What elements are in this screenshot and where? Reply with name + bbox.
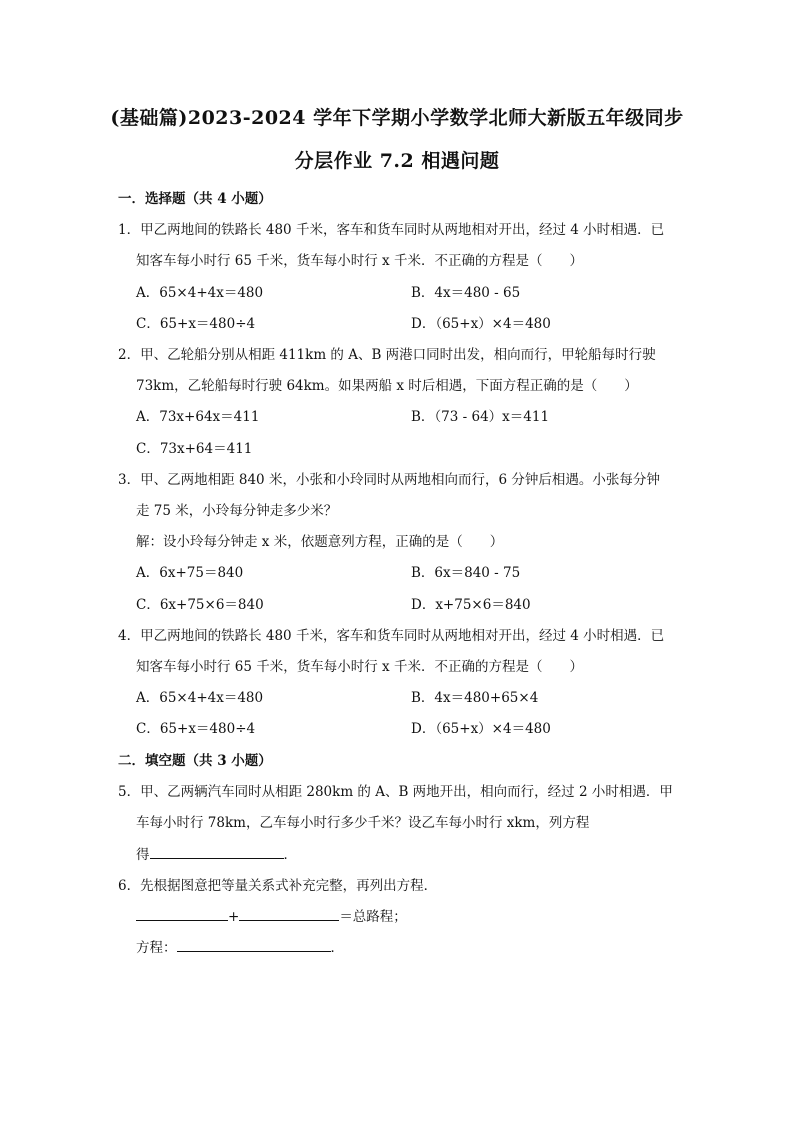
q6-equation-label: 方程：	[136, 940, 177, 956]
q6-equation-suffix: ．	[330, 940, 344, 956]
section-choice-heading: 一．选择题（共 4 小题）	[118, 191, 272, 207]
q5-answer-suffix: ．	[283, 847, 297, 863]
q3-option-b: B．6x＝840 - 75	[411, 565, 521, 581]
q1-option-a: A．65×4+4x＝480	[136, 285, 264, 301]
q4-option-d: D．（65+x）×4＝480	[411, 721, 551, 737]
q1-stem-line2: 知客车每小时行 65 千米，货车每小时行 x 千米．不正确的方程是（ ）	[136, 253, 583, 269]
q1-stem-line1: 1．甲乙两地间的铁路长 480 千米，客车和货车同时从两地相对开出，经过 4 小时相遇．已	[118, 222, 665, 238]
q3-option-a: A．6x+75＝840	[136, 565, 244, 581]
q6-plus-sign: +	[228, 909, 240, 925]
q3-solution-line: 解：设小玲每分钟走 x 米，依题意列方程，正确的是（ ）	[136, 534, 504, 550]
page-title: (基础篇)2023-2024 学年下学期小学数学北师大新版五年级同步	[110, 107, 684, 129]
q5-stem-line1: 5．甲、乙两辆汽车同时从相距 280km 的 A、B 两地开出，相向而行，经过 2 小时相遇．甲	[118, 784, 673, 800]
q2-option-c: C．73x+64＝411	[136, 441, 253, 457]
q6-stem-line1: 6．先根据图意把等量关系式补充完整，再列出方程．	[118, 878, 438, 894]
q5-stem-line2: 车每小时行 78km，乙车每小时行多少千米？设乙车每小时行 xkm，列方程	[136, 815, 590, 831]
q4-stem-line2: 知客车每小时行 65 千米，货车每小时行 x 千米．不正确的方程是（ ）	[136, 659, 583, 675]
q6-relation-line	[136, 905, 407, 925]
page-subtitle: 分层作业 7.2 相遇问题	[294, 150, 500, 172]
q3-option-c: C．6x+75×6＝840	[136, 597, 264, 613]
q1-option-c: C．65+x＝480÷4	[136, 316, 256, 332]
q4-option-a: A．65×4+4x＝480	[136, 690, 264, 706]
q2-option-b: B．（73 - 64）x＝411	[411, 409, 550, 425]
q2-stem-line2: 73km，乙轮船每时行驶 64km。如果两船 x 时后相遇，下面方程正确的是（ ）	[136, 378, 638, 394]
section-fill-heading: 二．填空题（共 3 小题）	[118, 753, 272, 769]
q4-option-c: C．65+x＝480÷4	[136, 721, 256, 737]
q1-option-d: D．（65+x）×4＝480	[411, 316, 551, 332]
q2-stem-line1: 2．甲、乙轮船分别从相距 411km 的 A、B 两港口同时出发，相向而行，甲轮船每时行驶	[118, 347, 656, 363]
q6-equation-blank[interactable]	[177, 939, 331, 952]
q4-option-b: B．4x＝480+65×4	[411, 690, 539, 706]
q6-blank-2[interactable]	[239, 908, 339, 921]
q6-total-distance: ＝总路程；	[339, 909, 407, 925]
q3-stem-line2: 走 75 米，小玲每分钟走多少米？	[136, 503, 338, 519]
q5-answer-line	[136, 843, 297, 863]
q4-stem-line1: 4．甲乙两地间的铁路长 480 千米，客车和货车同时从两地相对开出，经过 4 小时相遇．已	[118, 628, 665, 644]
q6-equation-line	[136, 936, 344, 956]
q5-answer-prefix: 得	[136, 847, 150, 863]
q5-answer-blank[interactable]	[150, 846, 284, 859]
q3-stem-line1: 3．甲、乙两地相距 840 米，小张和小玲同时从两地相向而行，6 分钟后相遇。小张每分钟	[118, 472, 660, 488]
q2-option-a: A．73x+64x＝411	[136, 409, 260, 425]
q3-option-d: D．x+75×6＝840	[411, 597, 531, 613]
q6-blank-1[interactable]	[136, 908, 228, 921]
q1-option-b: B．4x＝480 - 65	[411, 285, 521, 301]
